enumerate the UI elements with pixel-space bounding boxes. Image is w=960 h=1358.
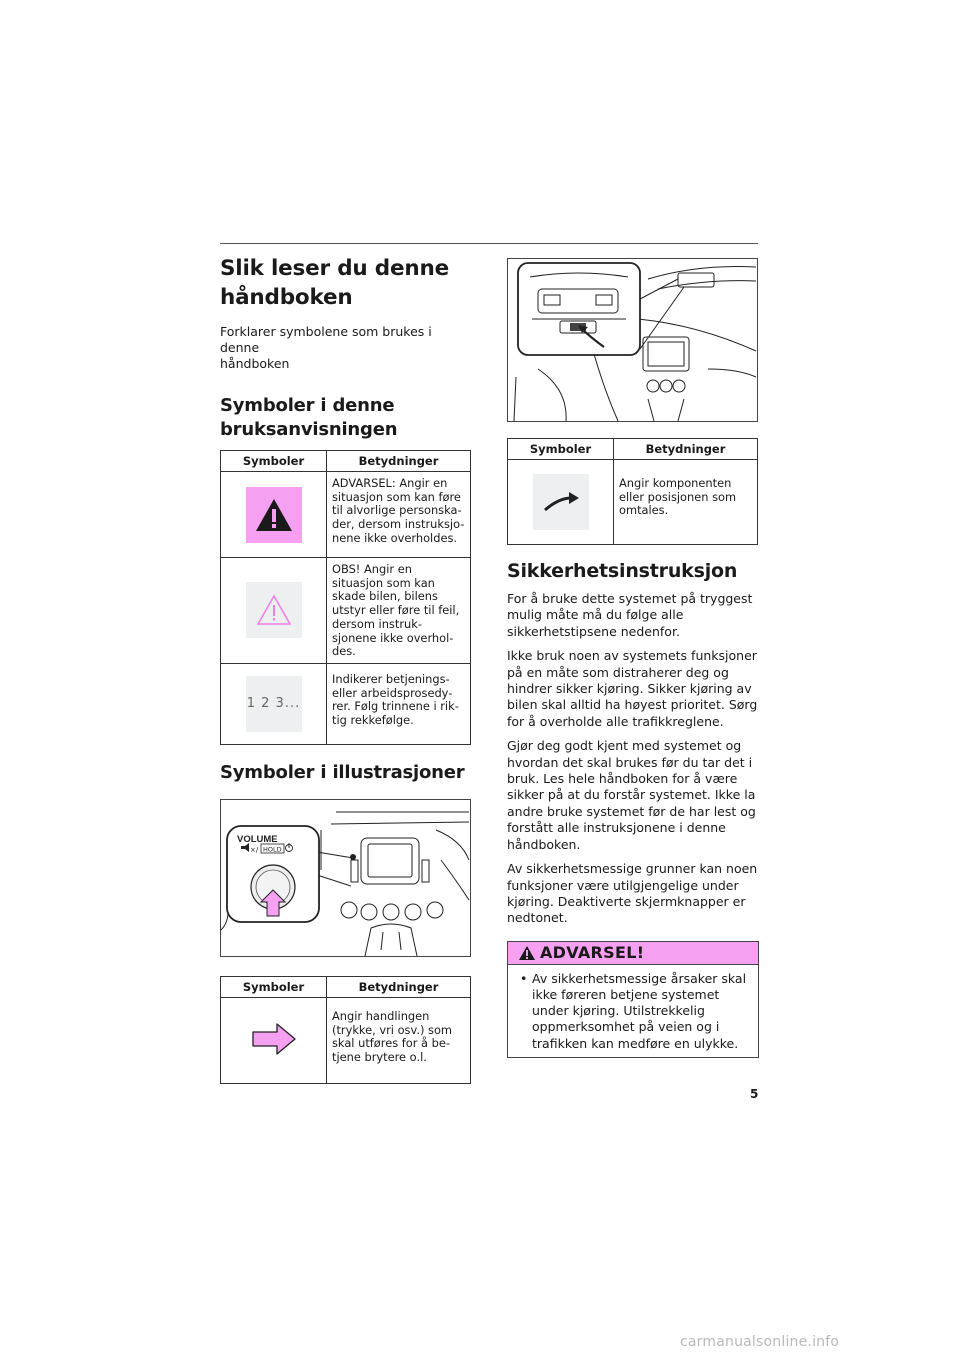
table-row xyxy=(221,472,471,558)
watermark: carmanualsonline.info xyxy=(680,1334,840,1350)
column-header-meanings: Betydninger xyxy=(327,451,471,472)
warning-triangle-filled-icon xyxy=(246,487,302,543)
table-cell-meaning: Angir komponenten eller posisjonen som omtales. xyxy=(614,460,758,545)
section-heading-symbols-manual: Symboler i denne bruksanvisningen xyxy=(220,395,398,440)
warning-title: ADVARSEL! xyxy=(540,943,645,963)
table-cell-meaning: Indikerer betjenings-eller arbeidsprosedy-rer. Følg trinnene i rik-tig rekkefølge. xyxy=(327,663,471,744)
symbols-table-illustrations xyxy=(220,976,471,1084)
paragraph: For å bruke dette systemet på tryggest mulig måte må du følge alle sikkerhetstipsene nedenfor. xyxy=(507,591,753,639)
table-row xyxy=(221,558,471,664)
paragraph: Av sikkerhetsmessige grunner kan noen funksjoner være utilgjengelige under kjøring. Deaktiverte skjermknapper er nedtonet. xyxy=(507,861,758,926)
section-heading-safety: Sikkerhetsinstruksjon xyxy=(507,560,738,582)
caution-triangle-outline-icon xyxy=(246,582,302,638)
section-heading-symbols-illustrations: Symboler i illustrasjoner xyxy=(220,761,465,783)
table-cell-meaning: ADVARSEL: Angir en situasjon som kan føre til alvorlige personska-der, dersom instruksjo-nene ikke overholdes. xyxy=(327,472,471,558)
symbols-table-component xyxy=(507,438,758,545)
illustration-dashboard-volume xyxy=(220,799,471,957)
table-row xyxy=(221,997,471,1083)
column-header-symbols: Symboler xyxy=(221,976,327,997)
action-arrow-icon xyxy=(251,1022,297,1056)
symbols-table-manual xyxy=(220,450,471,745)
bullet: • xyxy=(520,970,528,986)
table-row xyxy=(221,663,471,744)
left-column xyxy=(220,254,472,1084)
step-numbers-text: 1 2 3... xyxy=(246,696,301,712)
paragraph: Ikke bruk noen av systemets funksjoner på en måte som distraherer deg og hindrer sikker kjøring. Sikker kjøring av bilen skal alltid ha høyest prioritet. Sørg for å overholde alle trafikkreglene. xyxy=(507,648,758,729)
top-rule xyxy=(220,243,758,244)
right-column xyxy=(507,258,759,1058)
page-title: Slik leser du denne håndboken xyxy=(220,256,449,310)
table-cell-meaning: Angir handlingen (trykke, vri osv.) som skal utføres for å be-tjene brytere o.l. xyxy=(327,997,471,1083)
page-subtitle: Forklarer symbolene som brukes i denne håndboken xyxy=(220,324,432,371)
paragraph: Gjør deg godt kjent med systemet og hvordan det skal brukes før du tar det i bruk. Les hele håndboken for å være sikker på at du forstår systemet. Ikke la andre bruke systemet før de har lest og forstått alle instruksjonene i denne håndboken. xyxy=(507,738,756,852)
table-header-row xyxy=(221,451,471,472)
column-header-symbols: Symboler xyxy=(221,451,327,472)
warning-header xyxy=(508,942,758,965)
table-header-row xyxy=(221,976,471,997)
hold-label: HOLD xyxy=(263,845,282,854)
pointer-arrow-icon xyxy=(533,474,589,530)
column-header-meanings: Betydninger xyxy=(327,976,471,997)
volume-label: VOLUME xyxy=(237,833,278,845)
table-row xyxy=(508,460,758,545)
illustration-overhead-console xyxy=(507,258,758,422)
step-numbers-icon xyxy=(246,676,302,732)
dashboard-volume-drawing xyxy=(221,800,470,956)
overhead-console-drawing xyxy=(508,259,757,421)
table-cell-meaning: OBS! Angir en situasjon som kan skade bilen, bilens utstyr eller føre til feil, dersom instruk-sjonene ikke overhol-des. xyxy=(327,558,471,664)
warning-icon xyxy=(518,945,536,961)
page-number: 5 xyxy=(750,1087,759,1101)
column-header-meanings: Betydninger xyxy=(614,439,758,460)
table-header-row xyxy=(508,439,758,460)
warning-body xyxy=(508,965,758,1057)
warning-text: Av sikkerhetsmessige årsaker skal ikke føreren betjene systemet under kjøring. Utilstrekkelig oppmerksomhet på veien og i trafikken kan medføre en ulykke. xyxy=(532,970,747,1051)
svg-text:×/: ×/ xyxy=(250,845,259,854)
column-header-symbols: Symboler xyxy=(508,439,614,460)
warning-box xyxy=(507,941,759,1058)
